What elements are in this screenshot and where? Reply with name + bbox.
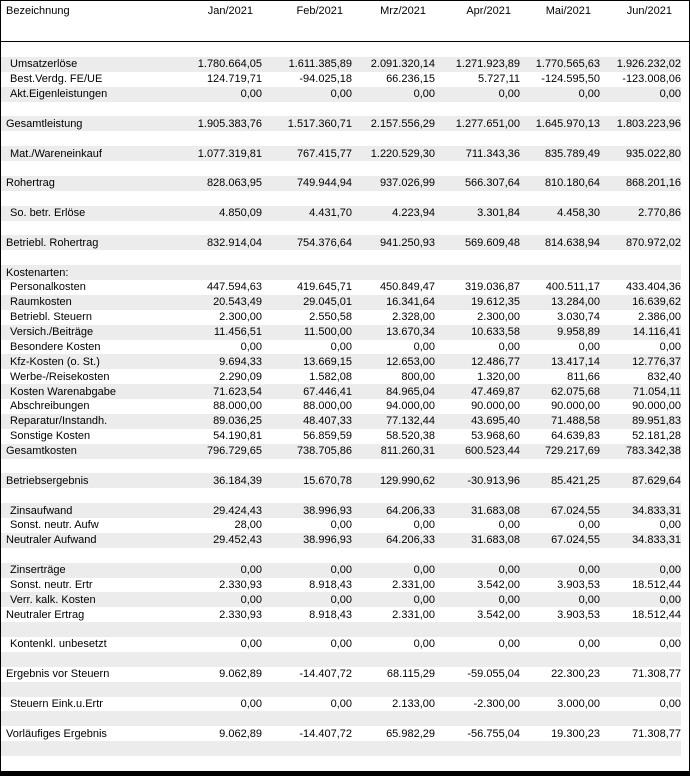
cell-value: 1.271.923,89 [455, 58, 520, 71]
cell-value: 28,00 [234, 519, 262, 532]
cell-value: 3.903,53 [557, 578, 600, 591]
cell-value: 0,00 [498, 519, 520, 532]
row-label: Betriebl. Steuern [10, 311, 92, 324]
table-row [1, 57, 681, 72]
cell-value: 0,00 [659, 593, 681, 606]
cell-value: 31.683,08 [471, 534, 520, 547]
cell-value: 796.729,65 [206, 445, 262, 458]
cell-value: 0,00 [330, 564, 352, 577]
cell-value: 2.300,00 [219, 311, 262, 324]
cell-value: 832,40 [647, 370, 681, 383]
cell-value: 0,00 [498, 638, 520, 651]
table-row [1, 369, 681, 384]
cell-value: 2.330,93 [219, 608, 262, 621]
table-row [1, 578, 681, 593]
cell-value: 47.469,87 [471, 385, 520, 398]
table-row [1, 726, 681, 741]
table-header [1, 1, 689, 42]
cell-value: -14.407,72 [299, 727, 352, 740]
cell-value: 1.803.223,96 [616, 117, 681, 130]
cell-value: 12.653,00 [386, 355, 435, 368]
cell-value: 13.417,14 [551, 355, 600, 368]
cell-value: 450.849,47 [379, 281, 435, 294]
cell-value: 1.077.319,81 [197, 147, 262, 160]
cell-value: 4.223,94 [392, 207, 435, 220]
cell-value: 13.284,00 [551, 296, 600, 309]
table-row [1, 384, 681, 399]
cell-value: 3.000,00 [557, 697, 600, 710]
row-label: Umsatzerlöse [10, 58, 78, 71]
cell-value: 1.582,08 [309, 370, 352, 383]
cell-value: 15.670,78 [303, 474, 352, 487]
row-label: Sonst. neutr. Aufw [10, 519, 99, 532]
cell-value: 14.116,41 [632, 326, 681, 339]
table-row [1, 206, 681, 221]
cell-value: 811,66 [567, 370, 600, 383]
cell-value: 2.770,86 [638, 207, 681, 220]
cell-value: 4.458,30 [557, 207, 600, 220]
table-row [1, 176, 681, 191]
cell-value: 2.550,58 [309, 311, 352, 324]
cell-value: 9.062,89 [219, 727, 262, 740]
column-header-mrz: Mrz/2021 [380, 5, 426, 17]
cell-value: 16.639,62 [632, 296, 681, 309]
cell-value: 3.542,00 [477, 578, 520, 591]
row-label: Personalkosten [10, 281, 86, 294]
cell-value: 3.903,53 [557, 608, 600, 621]
cell-value: 835.789,49 [544, 147, 600, 160]
cell-value: 0,00 [659, 564, 681, 577]
cell-value: 600.523,44 [464, 445, 520, 458]
cell-value: 729.217,69 [544, 445, 600, 458]
cell-value: 319.036,87 [464, 281, 520, 294]
cell-value: 90.000,00 [471, 400, 520, 413]
cell-value: 90.000,00 [632, 400, 681, 413]
row-label: Kfz-Kosten (o. St.) [10, 355, 100, 368]
column-header-feb: Feb/2021 [296, 5, 343, 17]
cell-value: 2.133,00 [392, 697, 435, 710]
cell-value: 2.091.320,14 [370, 58, 435, 71]
row-label: Zinsaufwand [10, 504, 73, 517]
cell-value: 84.965,04 [386, 385, 435, 398]
cell-value: 0,00 [413, 638, 435, 651]
cell-value: 800,00 [401, 370, 435, 383]
cell-value: -123.008,06 [622, 73, 681, 86]
cell-value: 3.542,00 [477, 608, 520, 621]
cell-value: 937.026,99 [379, 177, 435, 190]
cell-value: 9.694,33 [219, 355, 262, 368]
table-row-blank [1, 221, 681, 236]
table-row-blank [1, 741, 681, 756]
table-row [1, 503, 681, 518]
cell-value: -124.595,50 [541, 73, 600, 86]
cell-value: 9.958,89 [557, 326, 600, 339]
cell-value: 711.343,36 [465, 147, 520, 160]
row-label: Neutraler Aufwand [6, 534, 97, 547]
cell-value: 53.968,60 [471, 430, 520, 443]
cell-value: 4.850,09 [219, 207, 262, 220]
cell-value: 89.951,83 [632, 415, 681, 428]
cell-value: 129.990,62 [379, 474, 435, 487]
cell-value: 1.770.565,63 [535, 58, 600, 71]
table-row [1, 310, 681, 325]
cell-value: 3.030,74 [557, 311, 600, 324]
table-row [1, 563, 681, 578]
table-row-blank [1, 711, 681, 726]
cell-value: 0,00 [330, 88, 352, 101]
row-label: Best.Verdg. FE/UE [10, 73, 103, 86]
cell-value: 22.300,23 [551, 668, 600, 681]
column-header-bezeichnung: Bezeichnung [6, 5, 70, 17]
cell-value: 400.511,17 [545, 281, 600, 294]
table-row [1, 429, 681, 444]
cell-value: 941.250,93 [379, 236, 435, 249]
table-row-blank [1, 131, 681, 146]
cell-value: 88.000,00 [213, 400, 262, 413]
table-row [1, 340, 681, 355]
cell-value: 71.623,54 [213, 385, 262, 398]
cell-value: 811.260,31 [380, 445, 435, 458]
cell-value: 1.277.651,00 [455, 117, 520, 130]
cell-value: 43.695,40 [471, 415, 520, 428]
cell-value: 2.157.556,29 [370, 117, 435, 130]
cell-value: 783.342,38 [625, 445, 681, 458]
cell-value: 0,00 [413, 519, 435, 532]
table-row [1, 72, 681, 87]
cell-value: 832.914,04 [206, 236, 262, 249]
table-row-blank [1, 191, 681, 206]
cell-value: 64.206,33 [386, 534, 435, 547]
cell-value: 8.918,43 [309, 608, 352, 621]
cell-value: 85.421,25 [551, 474, 600, 487]
cell-value: 754.376,64 [296, 236, 352, 249]
cell-value: 0,00 [240, 340, 262, 353]
cell-value: 1.320,00 [477, 370, 520, 383]
cell-value: 5.727,11 [477, 73, 520, 86]
row-label: Neutraler Ertrag [6, 608, 85, 621]
cell-value: 0,00 [498, 593, 520, 606]
table-row [1, 265, 681, 280]
row-label: Kontenkl. unbesetzt [10, 638, 107, 651]
row-label: Gesamtkosten [6, 445, 77, 458]
cell-value: 31.683,08 [471, 504, 520, 517]
cell-value: 62.075,68 [551, 385, 600, 398]
row-label: Zinserträge [10, 564, 66, 577]
cell-value: 13.669,15 [303, 355, 352, 368]
row-label: Akt.Eigenleistungen [10, 88, 108, 101]
cell-value: 11.500,00 [303, 326, 352, 339]
cell-value: 66.236,15 [386, 73, 435, 86]
cell-value: 868.201,16 [625, 177, 681, 190]
table-row [1, 280, 681, 295]
row-label: Rohertrag [6, 177, 55, 190]
column-header-apr: Apr/2021 [466, 5, 511, 17]
cell-value: 11.456,51 [213, 326, 262, 339]
cell-value: 767.415,77 [296, 147, 352, 160]
row-label: Vorläufiges Ergebnis [6, 727, 107, 740]
table-row [1, 607, 681, 622]
table-row-blank [1, 161, 681, 176]
cell-value: 0,00 [578, 88, 600, 101]
table-row-blank [1, 682, 681, 697]
cell-value: 10.633,58 [471, 326, 520, 339]
table-row [1, 473, 681, 488]
row-label: Betriebsergebnis [6, 474, 89, 487]
cell-value: 18.512,44 [632, 608, 681, 621]
cell-value: 749.944,94 [296, 177, 352, 190]
table-row [1, 637, 681, 652]
cell-value: 0,00 [330, 519, 352, 532]
cell-value: 34.833,31 [632, 534, 681, 547]
cell-value: 0,00 [498, 88, 520, 101]
table-row [1, 354, 681, 369]
cell-value: 8.918,43 [309, 578, 352, 591]
table-row [1, 667, 681, 682]
cell-value: 0,00 [413, 564, 435, 577]
row-label: Kostenarten: [6, 266, 69, 279]
table-body [1, 42, 689, 771]
cell-value: 0,00 [659, 697, 681, 710]
row-label: Gesamtleistung [6, 117, 83, 130]
table-row-blank [1, 102, 681, 117]
row-label: Betriebl. Rohertrag [6, 236, 99, 249]
row-label: Reparatur/Instandh. [10, 415, 108, 428]
cell-value: 1.517.360,71 [287, 117, 352, 130]
cell-value: 2.290,09 [219, 370, 262, 383]
cell-value: 2.300,00 [477, 311, 520, 324]
cell-value: 0,00 [659, 519, 681, 532]
cell-value: 9.062,89 [219, 668, 262, 681]
cell-value: 20.543,49 [213, 296, 262, 309]
cell-value: 0,00 [413, 88, 435, 101]
cell-value: 870.972,02 [625, 236, 681, 249]
row-label: So. betr. Erlöse [10, 207, 86, 220]
cell-value: 12.776,37 [632, 355, 681, 368]
cell-value: 2.330,93 [219, 578, 262, 591]
column-header-mai: Mai/2021 [545, 5, 591, 17]
table-row-blank [1, 652, 681, 667]
cell-value: 12.486,77 [471, 355, 520, 368]
cell-value: 71.054,11 [632, 385, 681, 398]
cell-value: 13.670,34 [386, 326, 435, 339]
cell-value: 54.190,81 [213, 430, 262, 443]
table-row [1, 697, 681, 712]
table-row-blank [1, 622, 681, 637]
cell-value: 447.594,63 [206, 281, 262, 294]
table-row [1, 87, 681, 102]
cell-value: 0,00 [240, 593, 262, 606]
cell-value: 94.000,00 [386, 400, 435, 413]
table-row-blank [1, 548, 681, 563]
cell-value: 0,00 [240, 88, 262, 101]
cell-value: 18.512,44 [632, 578, 681, 591]
cell-value: 0,00 [498, 340, 520, 353]
table-row [1, 414, 681, 429]
cell-value: 34.833,31 [632, 504, 681, 517]
cell-value: 1.611.385,89 [288, 58, 352, 71]
row-label: Versich./Beiträge [10, 326, 94, 339]
cell-value: 0,00 [240, 697, 262, 710]
cell-value: 124.719,71 [206, 73, 262, 86]
cell-value: 1.645.970,13 [535, 117, 600, 130]
cell-value: 2.328,00 [392, 311, 435, 324]
cell-value: 0,00 [659, 340, 681, 353]
row-label: Kosten Warenabgabe [10, 385, 116, 398]
table-row [1, 295, 681, 310]
table-row-blank [1, 459, 681, 474]
cell-value: 0,00 [330, 340, 352, 353]
cell-value: 1.220.529,30 [370, 147, 435, 160]
cell-value: 67.446,41 [303, 385, 352, 398]
cell-value: 36.184,39 [213, 474, 262, 487]
cell-value: 0,00 [659, 638, 681, 651]
cell-value: 19.612,35 [471, 296, 520, 309]
cell-value: 810.180,64 [544, 177, 600, 190]
cell-value: 3.301,84 [477, 207, 520, 220]
cell-value: 64.206,33 [386, 504, 435, 517]
cell-value: -2.300,00 [473, 697, 520, 710]
cell-value: 71.488,58 [551, 415, 600, 428]
cell-value: 433.404,36 [625, 281, 681, 294]
cell-value: 38.996,93 [303, 504, 352, 517]
column-header-jan: Jan/2021 [207, 5, 253, 17]
table-row-blank [1, 42, 681, 57]
table-row [1, 325, 681, 340]
cell-value: -14.407,72 [299, 668, 352, 681]
row-label: Raumkosten [10, 296, 72, 309]
cell-value: 0,00 [330, 638, 352, 651]
cell-value: 0,00 [240, 638, 262, 651]
cell-value: 0,00 [659, 88, 681, 101]
cell-value: 0,00 [330, 697, 352, 710]
cell-value: 0,00 [578, 340, 600, 353]
row-label: Ergebnis vor Steuern [6, 668, 110, 681]
cell-value: 19.300,23 [551, 727, 600, 740]
table-row [1, 444, 681, 459]
cell-value: 4.431,70 [309, 207, 352, 220]
cell-value: 64.639,83 [551, 430, 600, 443]
cell-value: 16.341,64 [386, 296, 435, 309]
row-label: Verr. kalk. Kosten [10, 593, 96, 606]
cell-value: 0,00 [578, 593, 600, 606]
cell-value: -59.055,04 [467, 668, 520, 681]
cell-value: 67.024,55 [551, 534, 600, 547]
table-row [1, 592, 681, 607]
cell-value: 2.386,00 [638, 311, 681, 324]
cell-value: 71.308,77 [632, 727, 681, 740]
cell-value: 77.132,44 [386, 415, 435, 428]
table-row-blank [1, 756, 681, 771]
table-row-blank [1, 488, 681, 503]
table-row [1, 533, 681, 548]
cell-value: 29.452,43 [213, 534, 262, 547]
row-label: Besondere Kosten [10, 340, 101, 353]
cell-value: 65.982,29 [386, 727, 435, 740]
cell-value: 29.045,01 [303, 296, 352, 309]
column-header-jun: Jun/2021 [626, 5, 672, 17]
cell-value: 29.424,43 [213, 504, 262, 517]
table-row [1, 116, 681, 131]
table-row [1, 146, 681, 161]
cell-value: 0,00 [240, 564, 262, 577]
cell-value: 0,00 [498, 564, 520, 577]
row-label: Abschreibungen [10, 400, 90, 413]
cell-value: 48.407,33 [303, 415, 352, 428]
cell-value: 1.926.232,02 [616, 58, 681, 71]
table-row-blank [1, 250, 681, 265]
cell-value: 1.905.383,76 [197, 117, 262, 130]
table-row [1, 399, 681, 414]
table-row [1, 235, 681, 250]
cell-value: -56.755,04 [467, 727, 520, 740]
cell-value: 88.000,00 [303, 400, 352, 413]
cell-value: 0,00 [578, 564, 600, 577]
row-label: Sonst. neutr. Ertr [10, 578, 93, 591]
cell-value: 0,00 [330, 593, 352, 606]
cell-value: 814.638,94 [544, 236, 600, 249]
cell-value: 419.645,71 [296, 281, 352, 294]
cell-value: 38.996,93 [303, 534, 352, 547]
cell-value: 0,00 [413, 340, 435, 353]
cell-value: 738.705,86 [296, 445, 352, 458]
row-label: Werbe-/Reisekosten [10, 370, 110, 383]
cell-value: 828.063,95 [206, 177, 262, 190]
cell-value: 52.181,28 [632, 430, 681, 443]
table-row [1, 518, 681, 533]
cell-value: 89.036,25 [213, 415, 262, 428]
cell-value: 566.307,64 [464, 177, 520, 190]
cell-value: 2.331,00 [392, 608, 435, 621]
cell-value: 67.024,55 [551, 504, 600, 517]
cell-value: 0,00 [578, 638, 600, 651]
cell-value: 71.308,77 [632, 668, 681, 681]
cell-value: 569.609,48 [464, 236, 520, 249]
cell-value: 2.331,00 [392, 578, 435, 591]
row-label: Sonstige Kosten [10, 430, 91, 443]
cell-value: 0,00 [413, 593, 435, 606]
cell-value: -30.913,96 [467, 474, 520, 487]
row-label: Steuern Eink.u.Ertr [10, 697, 103, 710]
cell-value: 87.629,64 [632, 474, 681, 487]
cell-value: -94.025,18 [299, 73, 352, 86]
cell-value: 1.780.664,05 [197, 58, 262, 71]
cell-value: 90.000,00 [551, 400, 600, 413]
cell-value: 58.520,38 [386, 430, 435, 443]
cell-value: 56.859,59 [303, 430, 352, 443]
row-label: Mat./Wareneinkauf [10, 147, 102, 160]
cell-value: 0,00 [578, 519, 600, 532]
cell-value: 935.022,80 [625, 147, 681, 160]
cell-value: 68.115,29 [386, 668, 435, 681]
